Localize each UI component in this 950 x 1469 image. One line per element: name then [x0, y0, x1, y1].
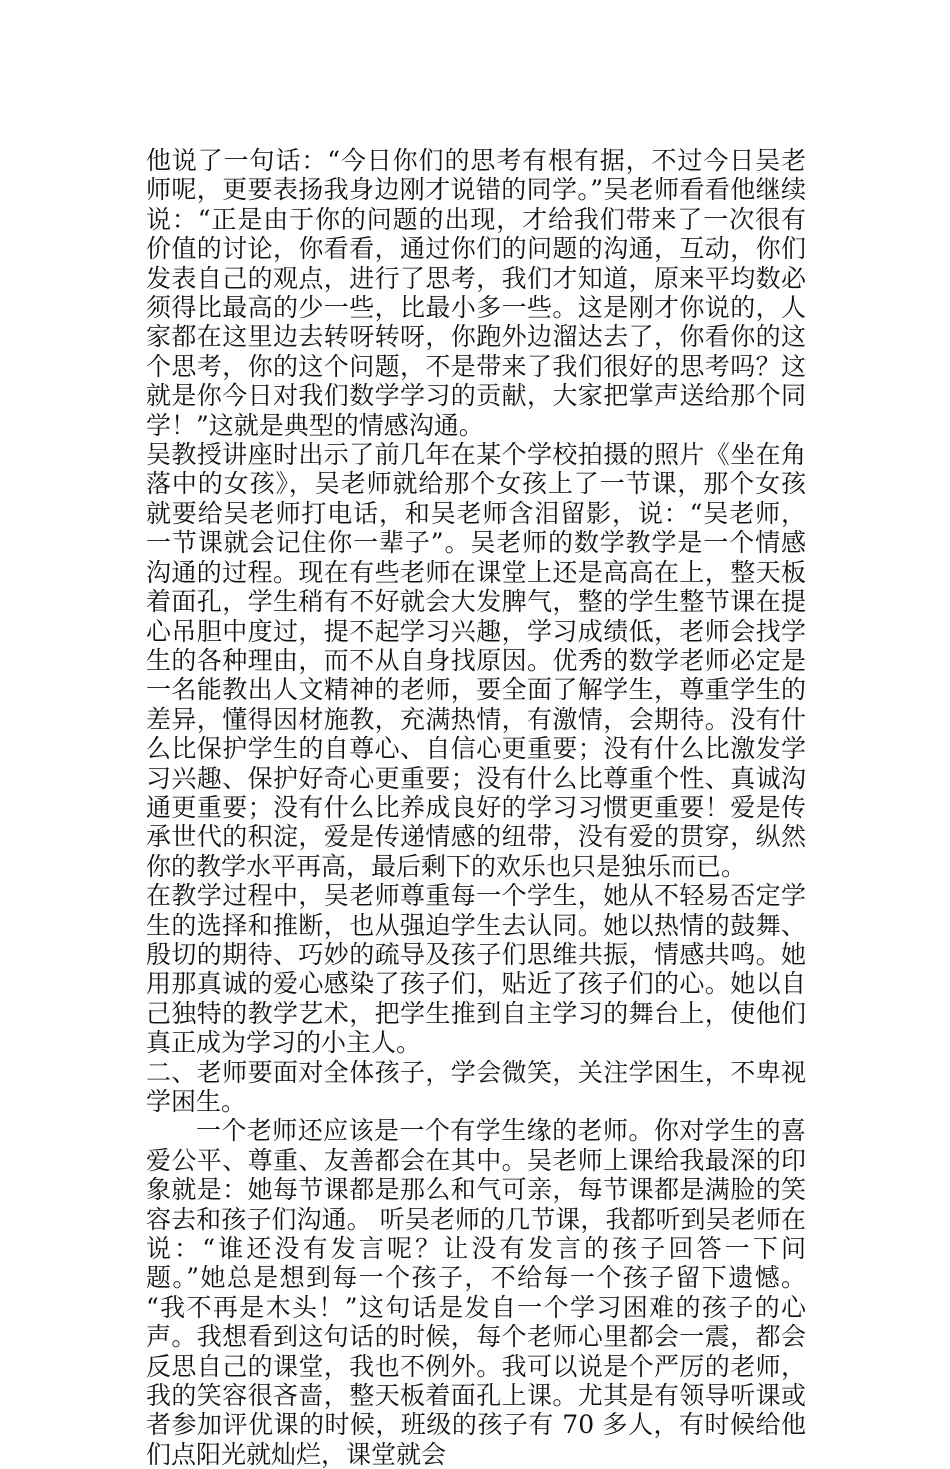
paragraph-3: 在教学过程中，吴老师尊重每一个学生，她从不轻易否定学生的选择和推断，也从强迫学生去认同。她以热情的鼓舞、殷切的期待、巧妙的疏导及孩子们思维共振，情感共鸣。她用那真诚的爱心感染了孩子们，贴近了孩子们的心。她以自己独特的教学艺术，把学生推到自主学习的舞台上，使他们真正成为学习的小主人。 — [146, 881, 806, 1058]
paragraph-2: 吴教授讲座时出示了前几年在某个学校拍摄的照片《坐在角落中的女孩》，吴老师就给那个女孩上了一节课，那个女孩就要给吴老师打电话，和吴老师含泪留影，说：“吴老师，一节课就会记住你一辈子”。吴老师的数学教学是一个情感沟通的过程。现在有些老师在课堂上还是高高在上，整天板着面孔，学生稍有不好就会大发脾气，整的学生整节课在提心吊胆中度过，提不起学习兴趣，学习成绩低，老师会找学生的各种理由，而不从自身找原因。优秀的数学老师必定是一名能教出人文精神的老师，要全面了解学生，尊重学生的差异，懂得因材施教，充满热情，有激情，会期待。没有什么比保护学生的自尊心、自信心更重要；没有什么比激发学习兴趣、保护好奇心更重要；没有什么比尊重个性、真诚沟通更重要；没有什么比养成良好的学习习惯更重要！爱是传承世代的积淀，爱是传递情感的纽带，没有爱的贯穿，纵然你的教学水平再高，最后剩下的欢乐也只是独乐而已。 — [146, 440, 806, 881]
paragraph-1: 他说了一句话：“今日你们的思考有根有据，不过今日吴老师呢，更要表扬我身边刚才说错的同学。”吴老师看看他继续说：“正是由于你的问题的出现，才给我们带来了一次很有价值的讨论，你看看，通过你们的问题的沟通，互动，你们发表自己的观点，进行了思考，我们才知道，原来平均数必须得比最高的少一些，比最小多一些。这是刚才你说的，人家都在这里边去转呀转呀，你跑外边溜达去了，你看你的这个思考，你的这个问题，不是带来了我们很好的思考吗？这就是你今日对我们数学学习的贡献，大家把掌声送给那个同学！”这就是典型的情感沟通。 — [146, 146, 806, 440]
paragraph-5: 一个老师还应该是一个有学生缘的老师。你对学生的喜爱公平、尊重、友善都会在其中。吴老师上课给我最深的印象就是：她每节课都是那么和气可亲，每节课都是满脸的笑容去和孩子们沟通。 听吴老师的几节课，我都听到吴老师在说：“谁还没有发言呢？让没有发言的孩子回答一下问题。”她总是想到每一个孩子，不给每一个孩子留下遗憾。 “我不再是木头！”这句话是发自一个学习困难的孩子的心声。我想看到这句话的时候，每个老师心里都会一震，都会反思自己的课堂，我也不例外。我可以说是个严厉的老师，我的笑容很吝啬，整天板着面孔上课。尤其是有领导听课或者参加评优课的时候，班级的孩子有 70 多人，有时候给他们点阳光就灿烂，课堂就会 — [146, 1116, 806, 1469]
document-page — [146, 146, 806, 1469]
section-heading-2: 二、老师要面对全体孩子，学会微笑，关注学困生，不卑视学困生。 — [146, 1057, 806, 1116]
